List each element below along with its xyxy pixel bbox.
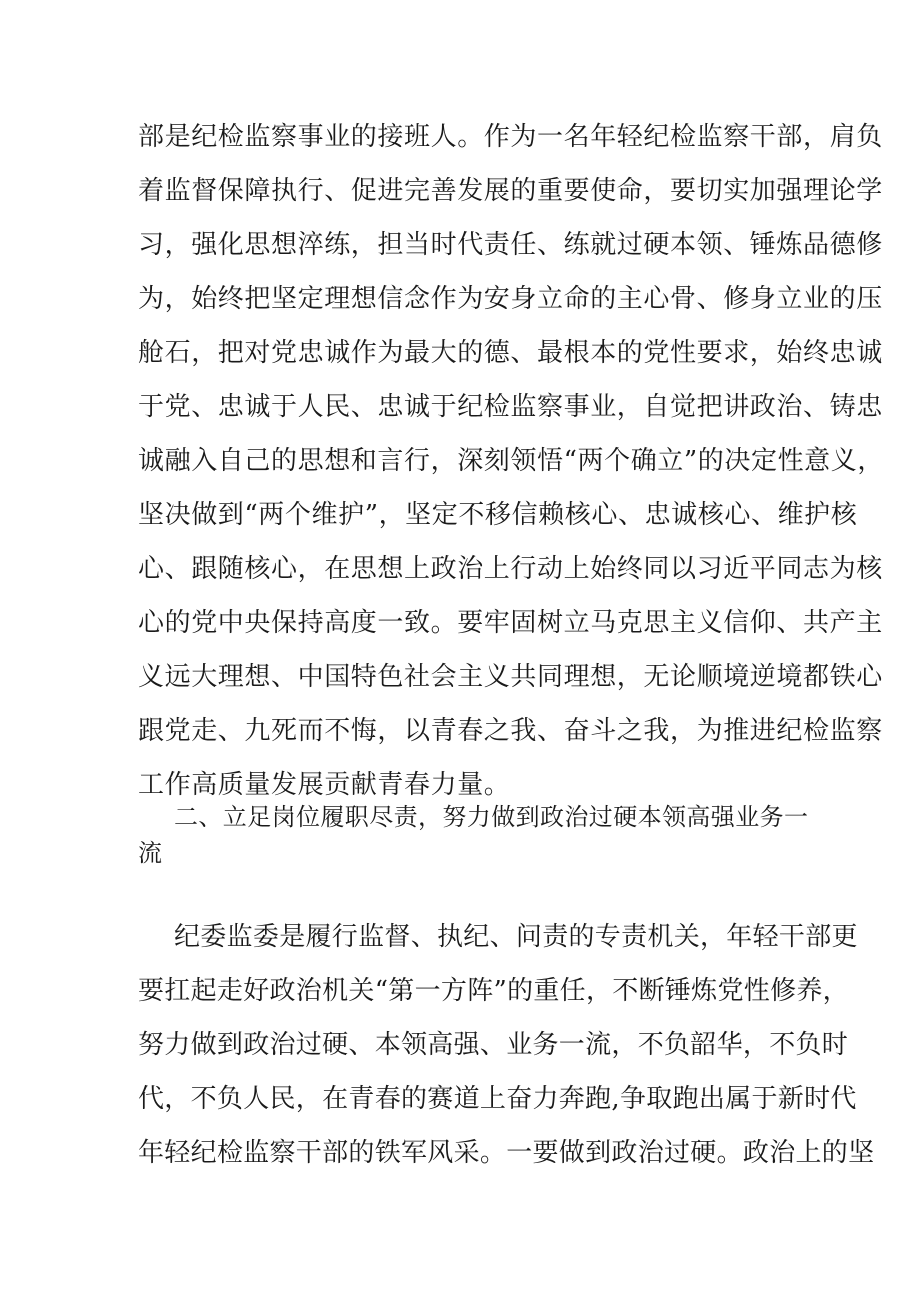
paragraph1-line-2: 着监督保障执行、促进完善发展的重要使命，要切实加强理论学 <box>138 176 883 206</box>
paragraph2-line-5: 年轻纪检监察干部的铁军风采。一要做到政治过硬。政治上的坚 <box>138 1138 875 1168</box>
paragraph1-line-13: 工作高质量发展贡献青春力量。 <box>138 770 511 800</box>
paragraph1-line-1: 部是纪检监察事业的接班人。作为一名年轻纪检监察干部，肩负 <box>138 122 883 152</box>
paragraph2-line-4: 代，不负人民，在青春的赛道上奋力奔跑,争取跑出属于新时代 <box>138 1084 857 1114</box>
paragraph1-line-7: 诚融入自己的思想和言行，深刻领悟“两个确立”的决定性意义， <box>138 446 884 476</box>
paragraph1-line-8: 坚决做到“两个维护”，坚定不移信赖核心、忠诚核心、维护核 <box>138 500 858 530</box>
paragraph1-line-5: 舱石，把对党忠诚作为最大的德、最根本的党性要求，始终忠诚 <box>138 338 883 368</box>
paragraph1-line-12: 跟党走、九死而不悔，以青春之我、奋斗之我，为推进纪检监察 <box>138 716 883 746</box>
paragraph1-line-3: 习，强化思想淬练，担当时代责任、练就过硬本领、锤炼品德修 <box>138 230 883 260</box>
paragraph2-line-1: 纪委监委是履行监督、执纪、问责的专责机关，年轻干部更 <box>174 922 858 952</box>
paragraph1-line-11: 义远大理想、中国特色社会主义共同理想，无论顺境逆境都铁心 <box>138 662 883 692</box>
paragraph1-line-6: 于党、忠诚于人民、忠诚于纪检监察事业，自觉把讲政治、铸忠 <box>138 392 883 422</box>
paragraph1-line-10: 心的党中央保持高度一致。要牢固树立马克思主义信仰、共产主 <box>138 608 883 638</box>
paragraph1-line-9: 心、跟随核心，在思想上政治上行动上始终同以习近平同志为核 <box>138 554 883 584</box>
paragraph1-line-4: 为，始终把坚定理想信念作为安身立命的主心骨、修身立业的压 <box>138 284 883 314</box>
paragraph2-line-2: 要扛起走好政治机关“第一方阵”的重任，不断锤炼党性修养， <box>138 976 849 1006</box>
paragraph2-line-3: 努力做到政治过硬、本领高强、业务一流，不负韶华，不负时 <box>138 1030 849 1060</box>
section-heading-line-2: 流 <box>138 839 163 867</box>
section-heading-line-1: 二、立足岗位履职尽责，努力做到政治过硬本领高强业务一 <box>174 803 809 831</box>
